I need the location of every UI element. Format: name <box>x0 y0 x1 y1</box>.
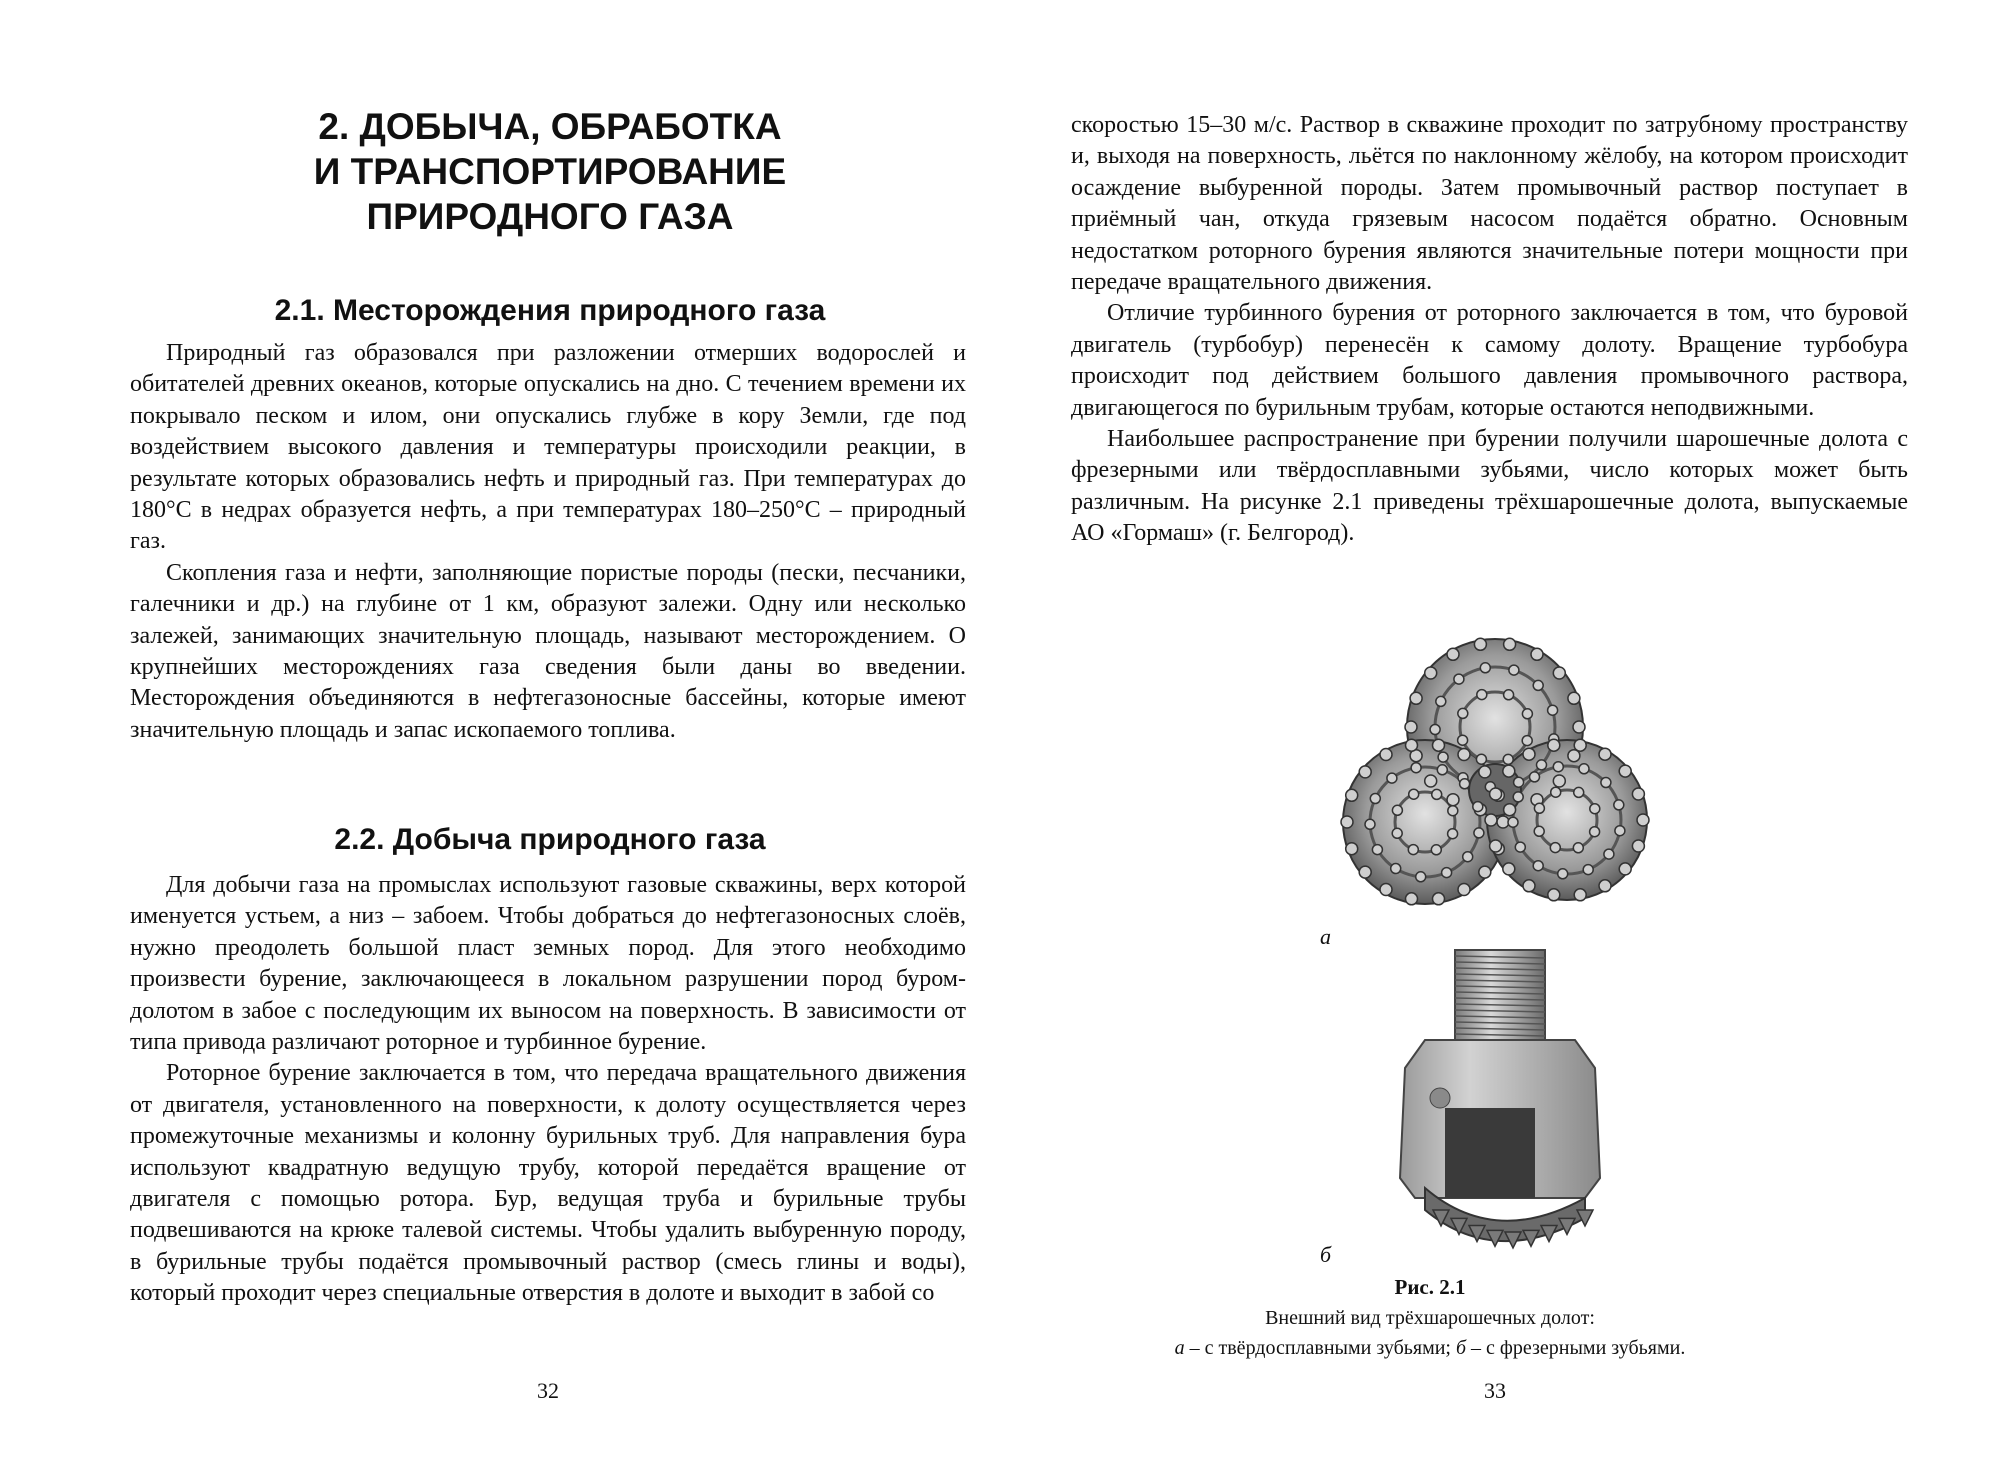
section-2-2-body <box>130 870 966 1310</box>
paragraph: Природный газ образовался при разложении отмерших водорослей и обитателей древних океанов, которые опускались на дно. С течением времени их покрывало песком и илом, они опускались глубже в кору Земли, где под воздействием высокого давления и температуры происходили реакции, в результате которых образовались нефть и природный газ. При температурах до 180°C в недрах образуется нефть, а при температурах 180–250°C – природный газ. <box>130 340 966 555</box>
figure-label-b: б <box>1320 1242 1332 1267</box>
caption-text-b: – с фрезерными зубьями. <box>1466 1337 1686 1359</box>
chapter-title <box>130 104 970 239</box>
section-2-1-body <box>130 338 966 746</box>
tricone-bit-milled-illustration <box>1385 948 1615 1258</box>
paragraph: Наибольшее распространение при бурении получили шарошечные долота с фрезерными или твёрдосплавными зубьями, число которых может быть различным. На рисунке 2.1 приведены трёхшарошечные долота, выпускаемые АО «Гормаш» (г. Белгород). <box>1071 426 1908 547</box>
figure-caption-title: Рис. 2.1 <box>1394 1275 1466 1299</box>
cone-cavity <box>1445 1108 1535 1198</box>
figure-caption-line-2 <box>1050 1334 1810 1362</box>
paragraph: Скопления газа и нефти, заполняющие пористые породы (пески, песчаники, галечники и др.) на глубине от 1 км, образуют залежи. Одну или несколько залежей, занимающих значительную площадь, называют месторождением. О крупнейших месторождениях газа сведения были даны во введении. Месторождения объединяются в нефтегазоносные бассейны, которые имеют значительную площадь и запас ископаемого топлива. <box>130 559 966 743</box>
section-2-2-heading: 2.2. Добыча природного газа <box>334 823 766 856</box>
chapter-title-line-2: И ТРАНСПОРТИРОВАНИЕ <box>313 151 787 192</box>
paragraph: Отличие турбинного бурения от роторного заключается в том, что буровой двигатель (турбобур) перенесён к самому долоту. Вращение турбобура происходит под действием большого давления промывочного раствора, двигающегося по бурильным трубам, которые остаются неподвижными. <box>1071 300 1908 421</box>
caption-letter-a: а <box>1174 1337 1185 1359</box>
caption-text-a: – с твёрдосплавными зубьями; <box>1184 1337 1456 1359</box>
page-number-right: 33 <box>1484 1378 1506 1403</box>
figure-caption-line-1: Внешний вид трёхшарошечных долот: <box>1265 1307 1595 1329</box>
chapter-title-line-3: ПРИРОДНОГО ГАЗА <box>366 196 734 237</box>
figure-label-a: а <box>1320 924 1331 949</box>
right-page <box>1000 0 2000 1467</box>
tricone-bit-carbide-illustration <box>1335 632 1655 922</box>
page-number-left: 32 <box>537 1378 559 1403</box>
paragraph: Роторное бурение заключается в том, что передача вращательного движения от двигателя, установленного на поверхности, к долоту осуществляется через промежуточные механизмы и колонну бурильных труб. Для направления бура используют квадратную ведущую трубу, которой передаётся вращение от двигателя с помощью ротора. Бур, ведущая труба и бурильные трубы подвешиваются на крюке талевой системы. Чтобы удалить выбуренную породу, в бурильные трубы подаётся промывочный раствор (смесь глины и воды), который проходит через специальные отверстия в долоте и выходит в забой со <box>130 1060 966 1307</box>
chapter-title-line-1: 2. ДОБЫЧА, ОБРАБОТКА <box>318 106 782 147</box>
caption-letter-b: б <box>1455 1337 1467 1359</box>
paragraph: Для добычи газа на промыслах используют газовые скважины, верх которой именуется устьем, а низ – забоем. Чтобы добраться до нефтегазоносных слоёв, нужно преодолеть большой пласт земных пород. Для этого необходимо произвести бурение, заключающееся в локальном разрушении пород буром-долотом в забое с последующим их выносом на поверхность. В зависимости от типа привода различают роторное и турбинное бурение. <box>130 872 966 1056</box>
right-page-body <box>1071 110 1908 550</box>
section-2-1-heading: 2.1. Месторождения природного газа <box>274 294 826 327</box>
paragraph: скоростью 15–30 м/с. Раствор в скважине проходит по затрубному пространству и, выходя на поверхность, льётся по наклонному жёлобу, на котором происходит осаждение выбуренной породы. Затем промывочный раствор поступает в приёмный чан, откуда грязевым насосом подаётся обратно. Основным недостатком роторного бурения являются значительные потери мощности при передаче вращательного движения. <box>1071 112 1908 296</box>
